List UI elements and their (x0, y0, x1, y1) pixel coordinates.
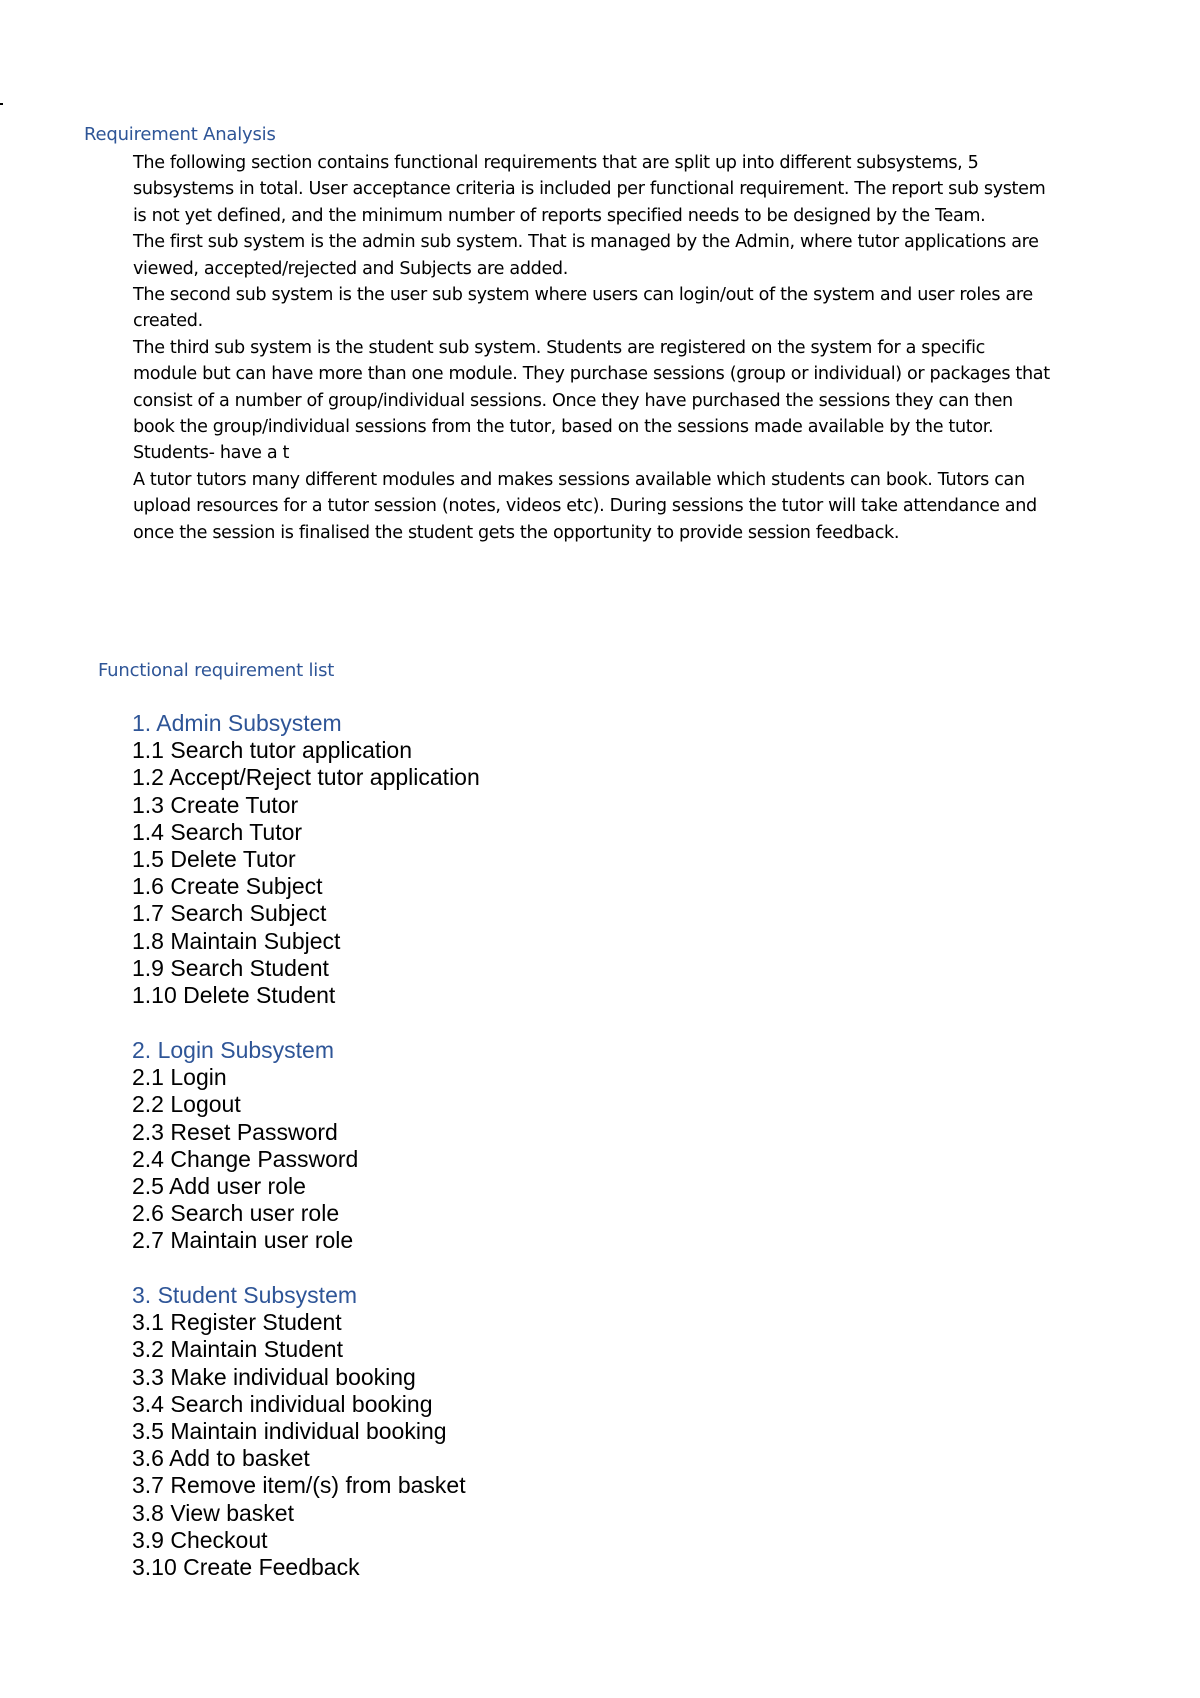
requirement-item: 1.6 Create Subject (132, 873, 323, 900)
section-title: 1. Admin Subsystem (132, 710, 342, 736)
requirement-item: 3.5 Maintain individual booking (132, 1418, 447, 1445)
intro-paragraph: The third sub system is the student sub system. Students are registered on the system for a specific module but can have more than one module. They purchase sessions (group or individual) or packages that consist of a number of group/individual sessions. Once they have purchased the sessions they can then book the group/individual sessions from the tutor, based on the sessions made available by the tutor. Students- have a t (133, 337, 1050, 464)
requirement-item: 1.10 Delete Student (132, 982, 336, 1009)
requirement-item: 3.10 Create Feedback (132, 1554, 360, 1581)
requirement-item: 3.3 Make individual booking (132, 1363, 416, 1390)
admin-subsystem-section (132, 710, 480, 1009)
requirement-list (132, 1064, 358, 1254)
requirement-item: 3.2 Maintain Student (132, 1336, 343, 1363)
student-subsystem-section (132, 1282, 466, 1581)
section-title: 2. Login Subsystem (132, 1037, 335, 1063)
requirement-item: 3.8 View basket (132, 1499, 294, 1526)
requirement-item: 1.1 Search tutor application (132, 737, 413, 764)
requirement-item: 2.2 Logout (132, 1091, 241, 1118)
requirement-item: 2.6 Search user role (132, 1200, 340, 1227)
requirement-item: 1.9 Search Student (132, 954, 329, 981)
requirement-item: 2.3 Reset Password (132, 1118, 338, 1145)
functional-requirement-list-heading: Functional requirement list (98, 660, 335, 681)
requirement-item: 2.4 Change Password (132, 1145, 359, 1172)
requirement-analysis-body (133, 150, 1053, 546)
intro-paragraph: The second sub system is the user sub system where users can login/out of the system and user roles are created. (133, 285, 1033, 332)
requirement-item: 3.9 Checkout (132, 1526, 268, 1553)
requirement-item: 3.6 Add to basket (132, 1445, 310, 1472)
intro-paragraph: A tutor tutors many different modules and makes sessions available which students can book. Tutors can upload resources for a tutor session (notes, videos etc). During sessions the tutor will take attendance and once the session is finalised the student gets the opportunity to provide session feedback. (133, 469, 1037, 543)
requirement-item: 1.5 Delete Tutor (132, 846, 296, 873)
requirement-item: 1.2 Accept/Reject tutor application (132, 764, 480, 791)
requirement-item: 2.5 Add user role (132, 1173, 306, 1200)
section-title: 3. Student Subsystem (132, 1282, 358, 1308)
requirement-analysis-heading: Requirement Analysis (84, 124, 276, 145)
requirement-item: 3.1 Register Student (132, 1309, 342, 1336)
requirement-item: 3.7 Remove item/(s) from basket (132, 1472, 466, 1499)
requirement-item: 1.8 Maintain Subject (132, 927, 341, 954)
requirement-item: 1.4 Search Tutor (132, 818, 303, 845)
stray-mark (0, 103, 3, 105)
requirement-list (132, 1309, 466, 1581)
requirement-item: 2.7 Maintain user role (132, 1227, 354, 1254)
requirement-item: 1.7 Search Subject (132, 900, 327, 927)
intro-paragraph: The following section contains functional requirements that are split up into different subsystems, 5 subsystems in total. User acceptance criteria is included per functional requirement. The report sub system is not yet defined, and the minimum number of reports specified needs to be designed by the Team. (133, 153, 1046, 226)
requirement-item: 3.4 Search individual booking (132, 1390, 433, 1417)
requirement-list (132, 737, 480, 1009)
requirement-item: 1.3 Create Tutor (132, 791, 299, 818)
requirement-item: 2.1 Login (132, 1064, 227, 1091)
login-subsystem-section (132, 1037, 358, 1255)
intro-paragraph: The first sub system is the admin sub system. That is managed by the Admin, where tutor applications are viewed, accepted/rejected and Subjects are added. (133, 232, 1039, 279)
